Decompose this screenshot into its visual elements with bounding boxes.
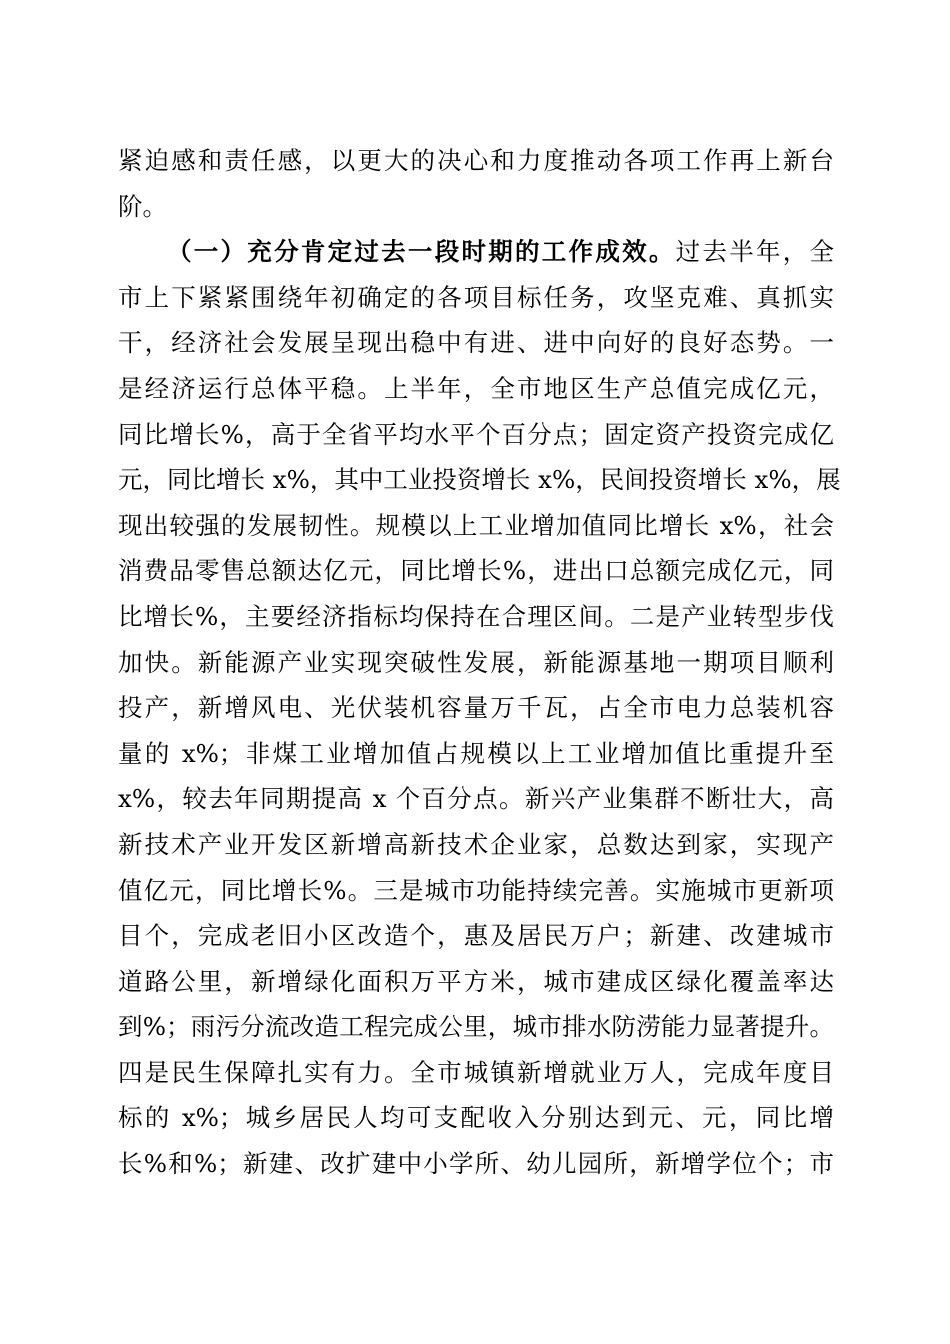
text-line: 消费品零售总额达亿元，同比增长%，进出口总额完成亿元，同 <box>118 556 834 586</box>
text-line: x%，较去年同期提高 x 个百分点。新兴产业集群不断壮大，高 <box>118 784 834 814</box>
text-line: 加快。新能源产业实现突破性发展，新能源基地一期项目顺利 <box>118 647 834 677</box>
text-line: 是经济运行总体平稳。上半年，全市地区生产总值完成亿元， <box>118 373 834 403</box>
text-line: 标的 x%；城乡居民人均可支配收入分别达到元、元，同比增 <box>118 1103 834 1133</box>
text-line: 长%和%；新建、改扩建中小学所、幼儿园所，新增学位个；市 <box>118 1149 834 1179</box>
text-line: 值亿元，同比增长%。三是城市功能持续完善。实施城市更新项 <box>118 875 834 905</box>
text-line: 干，经济社会发展呈现出稳中有进、进中向好的良好态势。一 <box>118 328 834 358</box>
text-line: 比增长%，主要经济指标均保持在合理区间。二是产业转型步伐 <box>118 601 834 631</box>
text-line: 目个，完成老旧小区改造个，惠及居民万户；新建、改建城市 <box>118 921 834 951</box>
text-line: 到%；雨污分流改造工程完成公里，城市排水防涝能力显著提升。 <box>118 1012 834 1042</box>
text-line: 同比增长%，高于全省平均水平个百分点；固定资产投资完成亿 <box>118 419 834 449</box>
text-line: 元，同比增长 x%，其中工业投资增长 x%，民间投资增长 x%，展 <box>118 465 841 495</box>
text-line: 现出较强的发展韧性。规模以上工业增加值同比增长 x%，社会 <box>118 510 834 540</box>
text-line: 投产，新增风电、光伏装机容量万千瓦，占全市电力总装机容 <box>118 693 834 723</box>
section-heading: （一）充分肯定过去一段时期的工作成效。 <box>167 237 676 267</box>
text-line: 阶。 <box>118 191 167 221</box>
text-line: 四是民生保障扎实有力。全市城镇新增就业万人，完成年度目 <box>118 1057 834 1087</box>
text-line: 量的 x%；非煤工业增加值占规模以上工业增加值比重提升至 <box>118 738 834 768</box>
text-line: 新技术产业开发区新增高新技术企业家，总数达到家，实现产 <box>118 829 834 859</box>
paragraph-first-line <box>118 229 834 275</box>
body-text <box>118 138 841 1187</box>
text-line: 道路公里，新增绿化面积万平方米，城市建成区绿化覆盖率达 <box>118 966 834 996</box>
text-line: 紧迫感和责任感，以更大的决心和力度推动各项工作再上新台 <box>118 146 834 175</box>
text-run: 过去半年，全 <box>675 237 835 267</box>
text-line: 市上下紧紧围绕年初确定的各项目标任务，攻坚克难、真抓实 <box>118 282 834 312</box>
